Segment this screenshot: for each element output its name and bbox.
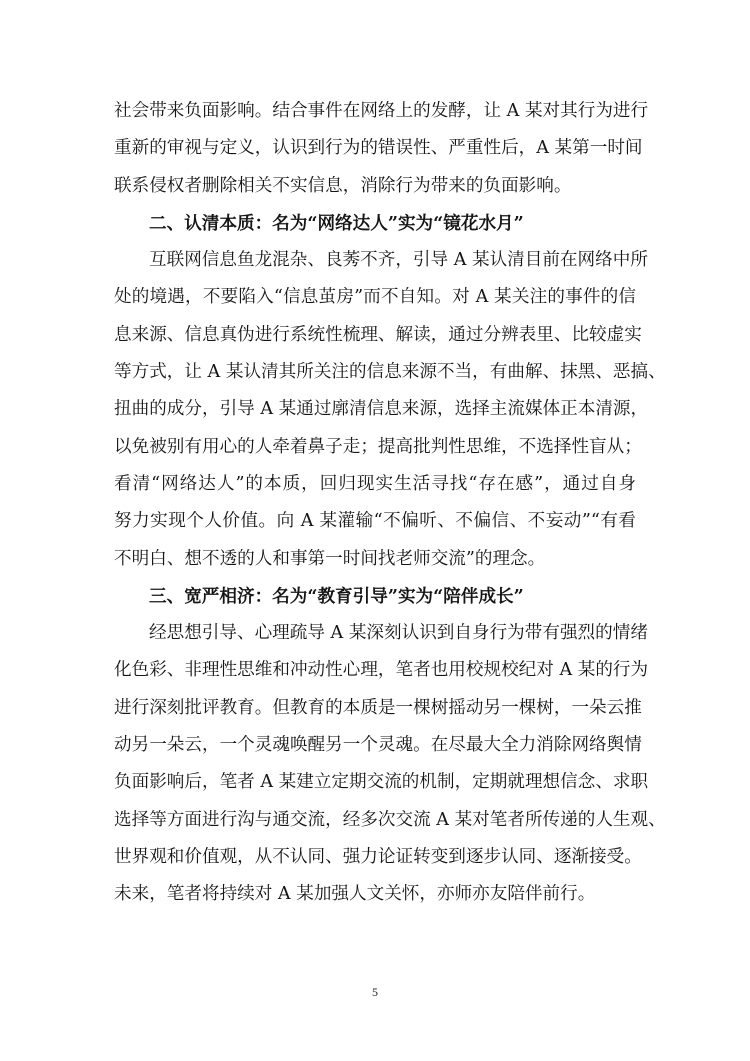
paragraph-line: 扭曲的成分，引导 A 某通过廓清信息来源，选择主流媒体正本清源，	[114, 399, 649, 420]
section-heading: 二、认清本质：名为“网络达人”实为“镜花水月”	[149, 212, 524, 234]
paragraph-line: 息来源、信息真伪进行系统性梳理、解读，通过分辨表里、比较虚实	[114, 324, 642, 345]
paragraph-line: 世界观和价值观，从不认同、强力论证转变到逐步认同、逐渐接受。	[114, 846, 642, 867]
paragraph-line: 等方式，让 A 某认清其所关注的信息来源不当，有曲解、抹黑、恶搞、	[114, 362, 666, 383]
paragraph-line: 互联网信息鱼龙混杂、良莠不齐，引导 A 某认清目前在网络中所	[149, 250, 648, 271]
paragraph-line: 看清“网络达人”的本质，回归现实生活寻找“存在感”，通过自身	[114, 473, 636, 494]
paragraph-line: 未来，笔者将持续对 A 某加强人文关怀，亦师亦友陪伴前行。	[114, 884, 596, 905]
paragraph-line: 负面影响后，笔者 A 某建立定期交流的机制，定期就理想信念、求职	[114, 772, 649, 793]
paragraph-line: 处的境遇，不要陷入“信息茧房”而不自知。对 A 某关注的事件的信	[114, 287, 636, 308]
document-body	[114, 93, 666, 914]
paragraph-line: 联系侵权者删除相关不实信息，消除行为带来的负面影响。	[114, 175, 572, 196]
paragraph-line: 不明白、想不透的人和事第一时间找老师交流”的理念。	[114, 548, 546, 569]
paragraph-line: 重新的审视与定义，认识到行为的错误性、严重性后，A 某第一时间	[114, 138, 643, 159]
paragraph-line: 社会带来负面影响。结合事件在网络上的发酵，让 A 某对其行为进行	[114, 101, 649, 121]
paragraph-line: 经思想引导、心理疏导 A 某深刻认识到自身行为带有强烈的情绪	[149, 623, 648, 644]
paragraph-line: 动另一朵云，一个灵魂唤醒另一个灵魂。在尽最大全力消除网络舆情	[114, 735, 642, 756]
paragraph-line: 以免被别有用心的人牵着鼻子走；提高批判性思维，不选择性盲从；	[114, 436, 642, 457]
page-number: 5	[372, 985, 378, 999]
paragraph-line: 进行深刻批评教育。但教育的本质是一棵树摇动另一棵树，一朵云推	[114, 697, 642, 718]
paragraph-line: 努力实现个人价值。向 A 某灌输“不偏听、不偏信、不妄动”“有看	[114, 511, 636, 532]
paragraph-line: 选择等方面进行沟与通交流，经多次交流 A 某对笔者所传递的人生观、	[114, 809, 666, 830]
paragraph-line: 化色彩、非理性思维和冲动性心理，笔者也用校规校纪对 A 某的行为	[114, 660, 649, 681]
section-heading: 三、宽严相济：名为“教育引导”实为“陪伴成长”	[149, 585, 524, 607]
